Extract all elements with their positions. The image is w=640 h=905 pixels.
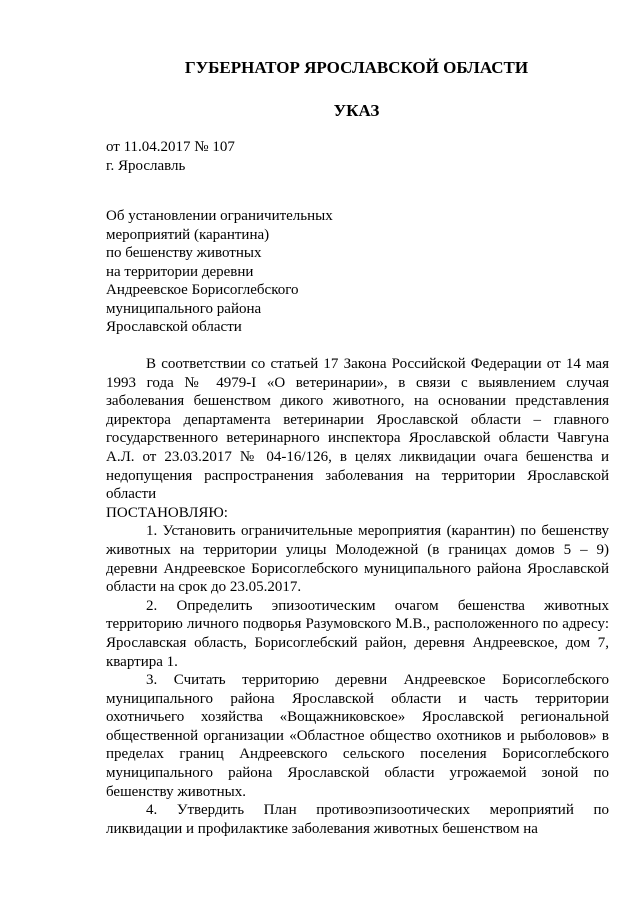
document-authority: ГУБЕРНАТОР ЯРОСЛАВСКОЙ ОБЛАСТИ	[184, 58, 529, 77]
document-type: УКАЗ	[333, 101, 380, 120]
clause-paragraph: 4. Утвердить План противоэпизоотических мероприятий по ликвидации и профилактике заболевания животных бешенством на	[106, 802, 609, 837]
subject-line: по бешенству животных	[106, 245, 262, 261]
subject-line: на территории деревни	[106, 263, 254, 280]
document-subject	[106, 207, 386, 337]
document-city: г. Ярославль	[106, 158, 186, 174]
clause-paragraph: 3. Считать территорию деревни Андреевское Борисоглебского муниципального района Ярославской области и часть территории охотничьего хозяйства «Вощажниковское» Ярославской региональной общественной организации «Областное общество охотников и рыболовов» в пределах границ Андреевского сельского поселения Борисоглебского муниципального района Ярославской области угрожаемой зоной по бешенству животных.	[106, 672, 609, 800]
clause-paragraph: 2. Определить эпизоотическим очагом бешенства животных территорию личного подворья Разумовского М.В., расположенного по адресу: Ярославская область, Борисоглебский район, деревня Андреевское, дом 7, квартира 1.	[106, 597, 609, 670]
subject-line: мероприятий (карантина)	[106, 226, 270, 243]
subject-line: Об установлении ограничительных	[106, 208, 333, 224]
subject-line: муниципального района	[106, 300, 262, 317]
clause-paragraph: 1. Установить ограничительные мероприятия (карантин) по бешенству животных на территории улицы Молодежной (в границах домов 5 – 9) деревни Андреевское Борисоглебского муниципального района Ярославской области на срок до 23.05.2017.	[106, 523, 609, 596]
resolve-heading: ПОСТАНОВЛЯЮ:	[106, 504, 228, 521]
document-date-number: от 11.04.2017 № 107	[106, 139, 235, 155]
document-body	[106, 355, 609, 838]
subject-line: Ярославской области	[106, 319, 242, 335]
subject-line: Андреевское Борисоглебского	[106, 282, 299, 298]
preamble-paragraph: В соответствии со статьей 17 Закона Российской Федерации от 14 мая 1993 года № 4979-I «О ветеринарии», в связи с выявлением случая заболевания бешенством дикого животного, на основании представления директора департамента ветеринарии Ярославской области – главного государственного ветеринарного инспектора Ярославской области Чавгуна А.Л. от 23.03.2017 № 04-16/126, в целях ликвидации очага бешенства и недопущения распространения заболевания на территории Ярославской области	[106, 356, 609, 503]
